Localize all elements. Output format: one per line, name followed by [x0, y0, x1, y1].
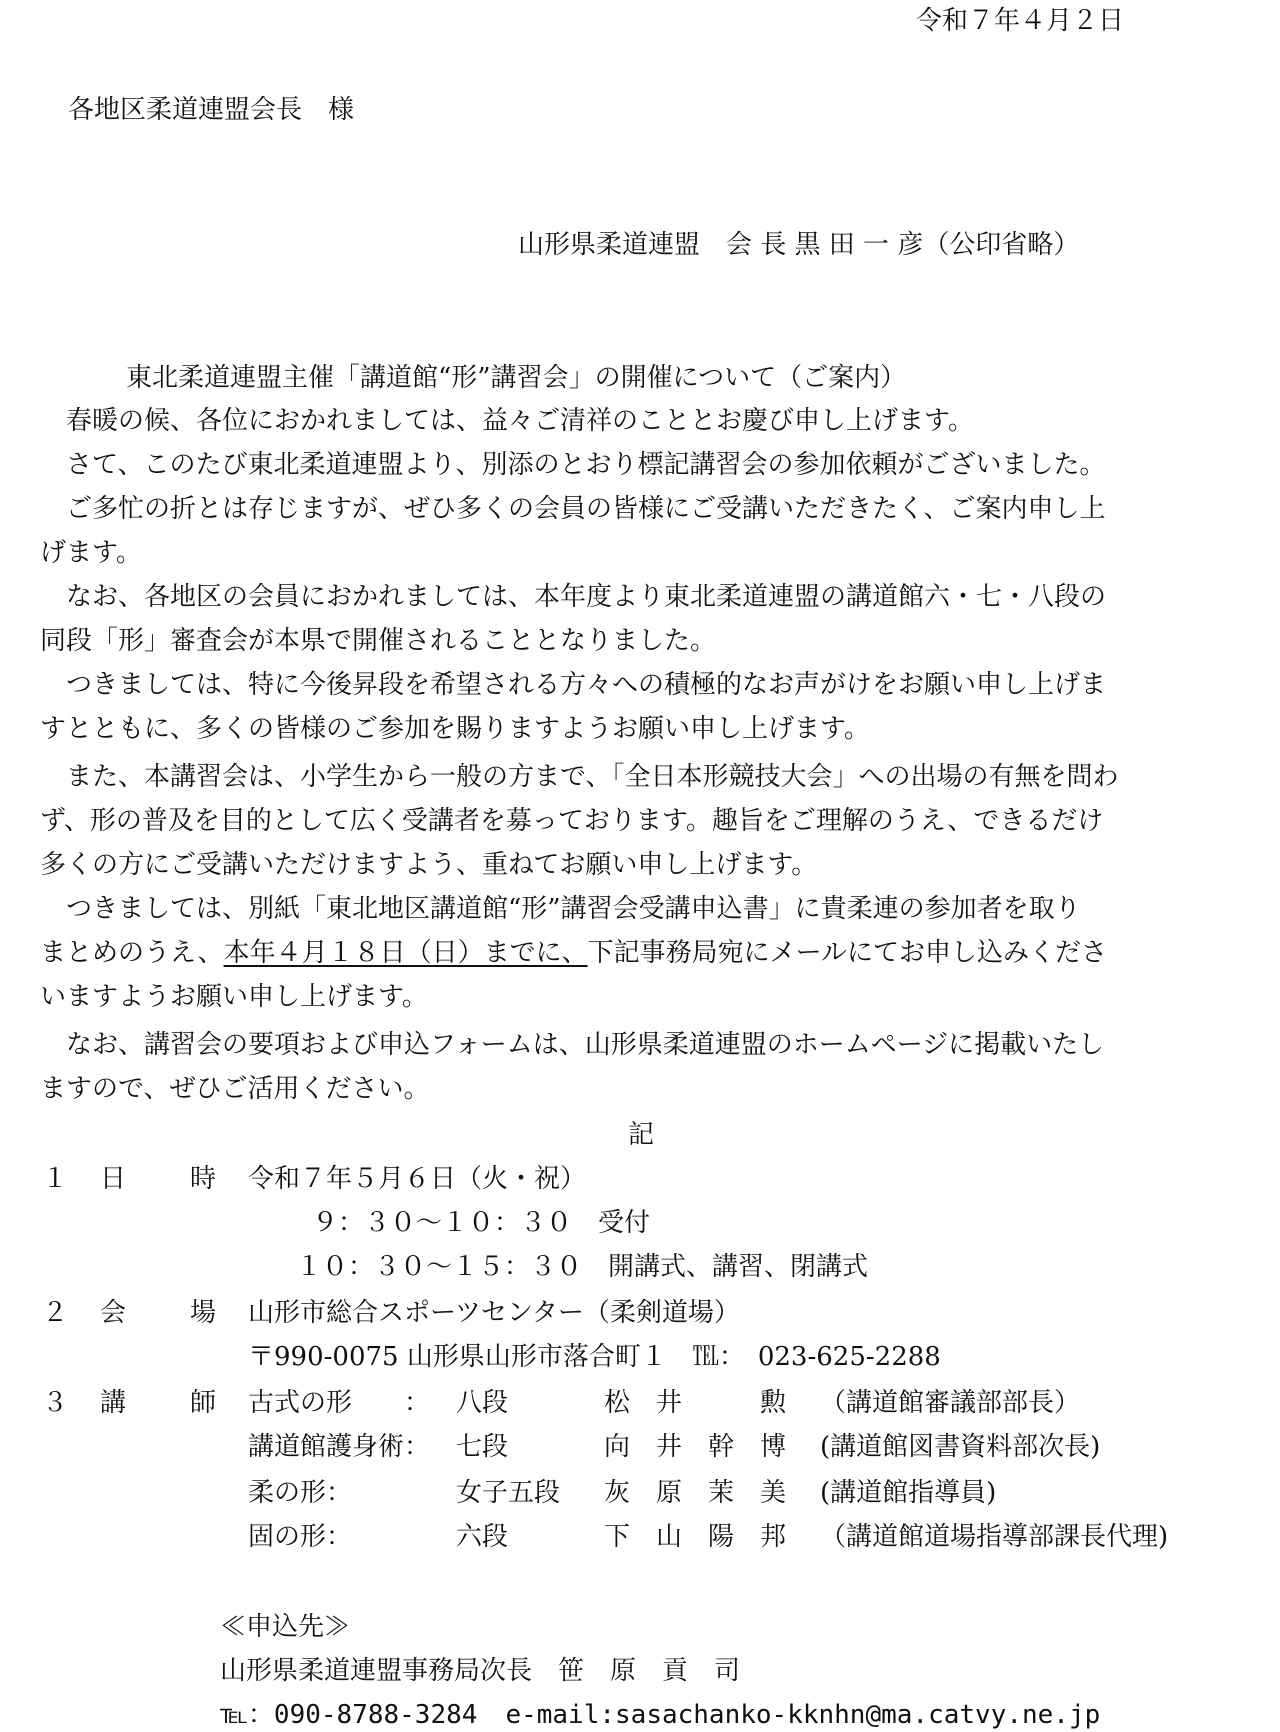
item-instructors-label-2: 師	[190, 1388, 217, 1418]
body-line: ず、形の普及を目的として広く受講者を募っております。趣旨をご理解のうえ、できるだけ	[40, 806, 1104, 836]
body-line: すとともに、多くの皆様のご参加を賜りますようお願い申し上げます。	[40, 714, 870, 744]
instructor-name: 松 井 勲	[604, 1388, 787, 1418]
body-line: ご多忙の折とは存じますが、ぜひ多くの会員の皆様にご受講いただきたく、ご案内申し上	[40, 494, 1106, 524]
instructor-title: (講道館指導員)	[820, 1478, 997, 1508]
body-line: げます。	[40, 538, 142, 568]
instructor-rank: 女子五段	[456, 1478, 561, 1508]
body-line: 同段「形」審査会が本県で開催されることとなりました。	[40, 626, 717, 656]
letter-title: 東北柔道連盟主催「講道館“形”講習会」の開催について（ご案内）	[126, 363, 907, 393]
body-line: つきましては、別紙「東北地区講道館“形”講習会受講申込書」に貴柔連の参加者を取り	[40, 894, 1081, 924]
contact-phone: ℡：090-8788-3284	[220, 1700, 478, 1730]
body-line: つきましては、特に今後昇段を希望される方々への積極的なお声がけをお願い申し上げま	[40, 670, 1107, 700]
contact-line	[220, 1698, 1100, 1732]
item-date-value: 令和７年５月６日（火・祝）	[248, 1164, 587, 1194]
instructor-kata: 古式の形 ：	[248, 1388, 431, 1418]
deadline-line	[40, 936, 1107, 970]
item-date-label-2: 時	[190, 1164, 217, 1194]
body-line: なお、講習会の要項および申込フォームは、山形県柔道連盟のホームページに掲載いたし	[40, 1030, 1105, 1060]
sender: 山形県柔道連盟 会 長 黒 田 一 彦（公印省略）	[518, 230, 1080, 260]
instructor-kata: 固の形：	[248, 1522, 353, 1552]
contact-person: 山形県柔道連盟事務局次長 笹 原 貢 司	[220, 1656, 741, 1686]
item-instructors-number: ３	[42, 1388, 69, 1418]
instructor-title: （講道館道場指導部課長代理)	[820, 1522, 1169, 1552]
body-line: いますようお願い申し上げます。	[40, 982, 428, 1012]
body-line: さて、このたび東北柔道連盟より、別添のとおり標記講習会の参加依頼がございました。	[40, 450, 1106, 480]
instructor-name: 向 井 幹 博	[604, 1432, 787, 1462]
item-venue-value: 山形市総合スポーツセンター（柔剣道場）	[248, 1298, 740, 1328]
instructor-kata: 柔の形：	[248, 1478, 353, 1508]
addressee: 各地区柔道連盟会長 様	[68, 95, 355, 125]
deadline-after: 下記事務局宛にメールにてお申し込みくださ	[587, 938, 1108, 968]
contact-email[interactable]: e-mail:sasachanko-kknhn@ma.catvy.ne.jp	[505, 1700, 1101, 1730]
item-date-reception: ９：３０〜１０：３０ 受付	[312, 1208, 651, 1238]
deadline-before: まとめのうえ、	[40, 938, 224, 968]
item-venue-label-1: 会	[100, 1298, 127, 1328]
item-instructors-label-1: 講	[100, 1388, 127, 1418]
letter-date: 令和７年４月２日	[916, 6, 1125, 36]
item-date-label-1: 日	[100, 1164, 127, 1194]
instructor-name: 灰 原 茉 美	[604, 1478, 787, 1508]
item-venue-number: ２	[42, 1298, 69, 1328]
instructor-name: 下 山 陽 邦	[604, 1522, 787, 1552]
body-line: 春暖の候、各位におかれましては、益々ご清祥のこととお慶び申し上げます。	[40, 406, 974, 436]
body-line: なお、各地区の会員におかれましては、本年度より東北柔道連盟の講道館六・七・八段の	[40, 582, 1107, 612]
body-line: 多くの方にご受講いただけますよう、重ねてお願い申し上げます。	[40, 850, 818, 880]
instructor-rank: 八段	[456, 1388, 509, 1418]
item-date-number: １	[42, 1164, 69, 1194]
instructor-title: （講道館審議部部長）	[820, 1388, 1081, 1418]
body-line: また、本講習会は、小学生から一般の方まで、「全日本形競技大会」への出場の有無を問わ	[40, 762, 1119, 792]
item-venue-label-2: 場	[190, 1298, 217, 1328]
body-line: ますので、ぜひご活用ください。	[40, 1074, 430, 1104]
item-venue-address: 〒990-0075 山形県山形市落合町１ ℡： 023-625-2288	[248, 1342, 941, 1372]
instructor-rank: 六段	[456, 1522, 509, 1552]
instructor-kata: 講道館護身術：	[248, 1432, 431, 1462]
contact-heading: ≪申込先≫	[220, 1612, 351, 1642]
instructor-rank: 七段	[456, 1432, 509, 1462]
deadline-date: 本年４月１８日（日）までに、	[223, 938, 588, 968]
instructor-title: (講道館図書資料部次長)	[820, 1432, 1101, 1462]
ki-heading: 記	[628, 1120, 655, 1150]
item-date-session: １０：３０〜１５：３０ 開講式、講習、閉講式	[296, 1252, 869, 1282]
